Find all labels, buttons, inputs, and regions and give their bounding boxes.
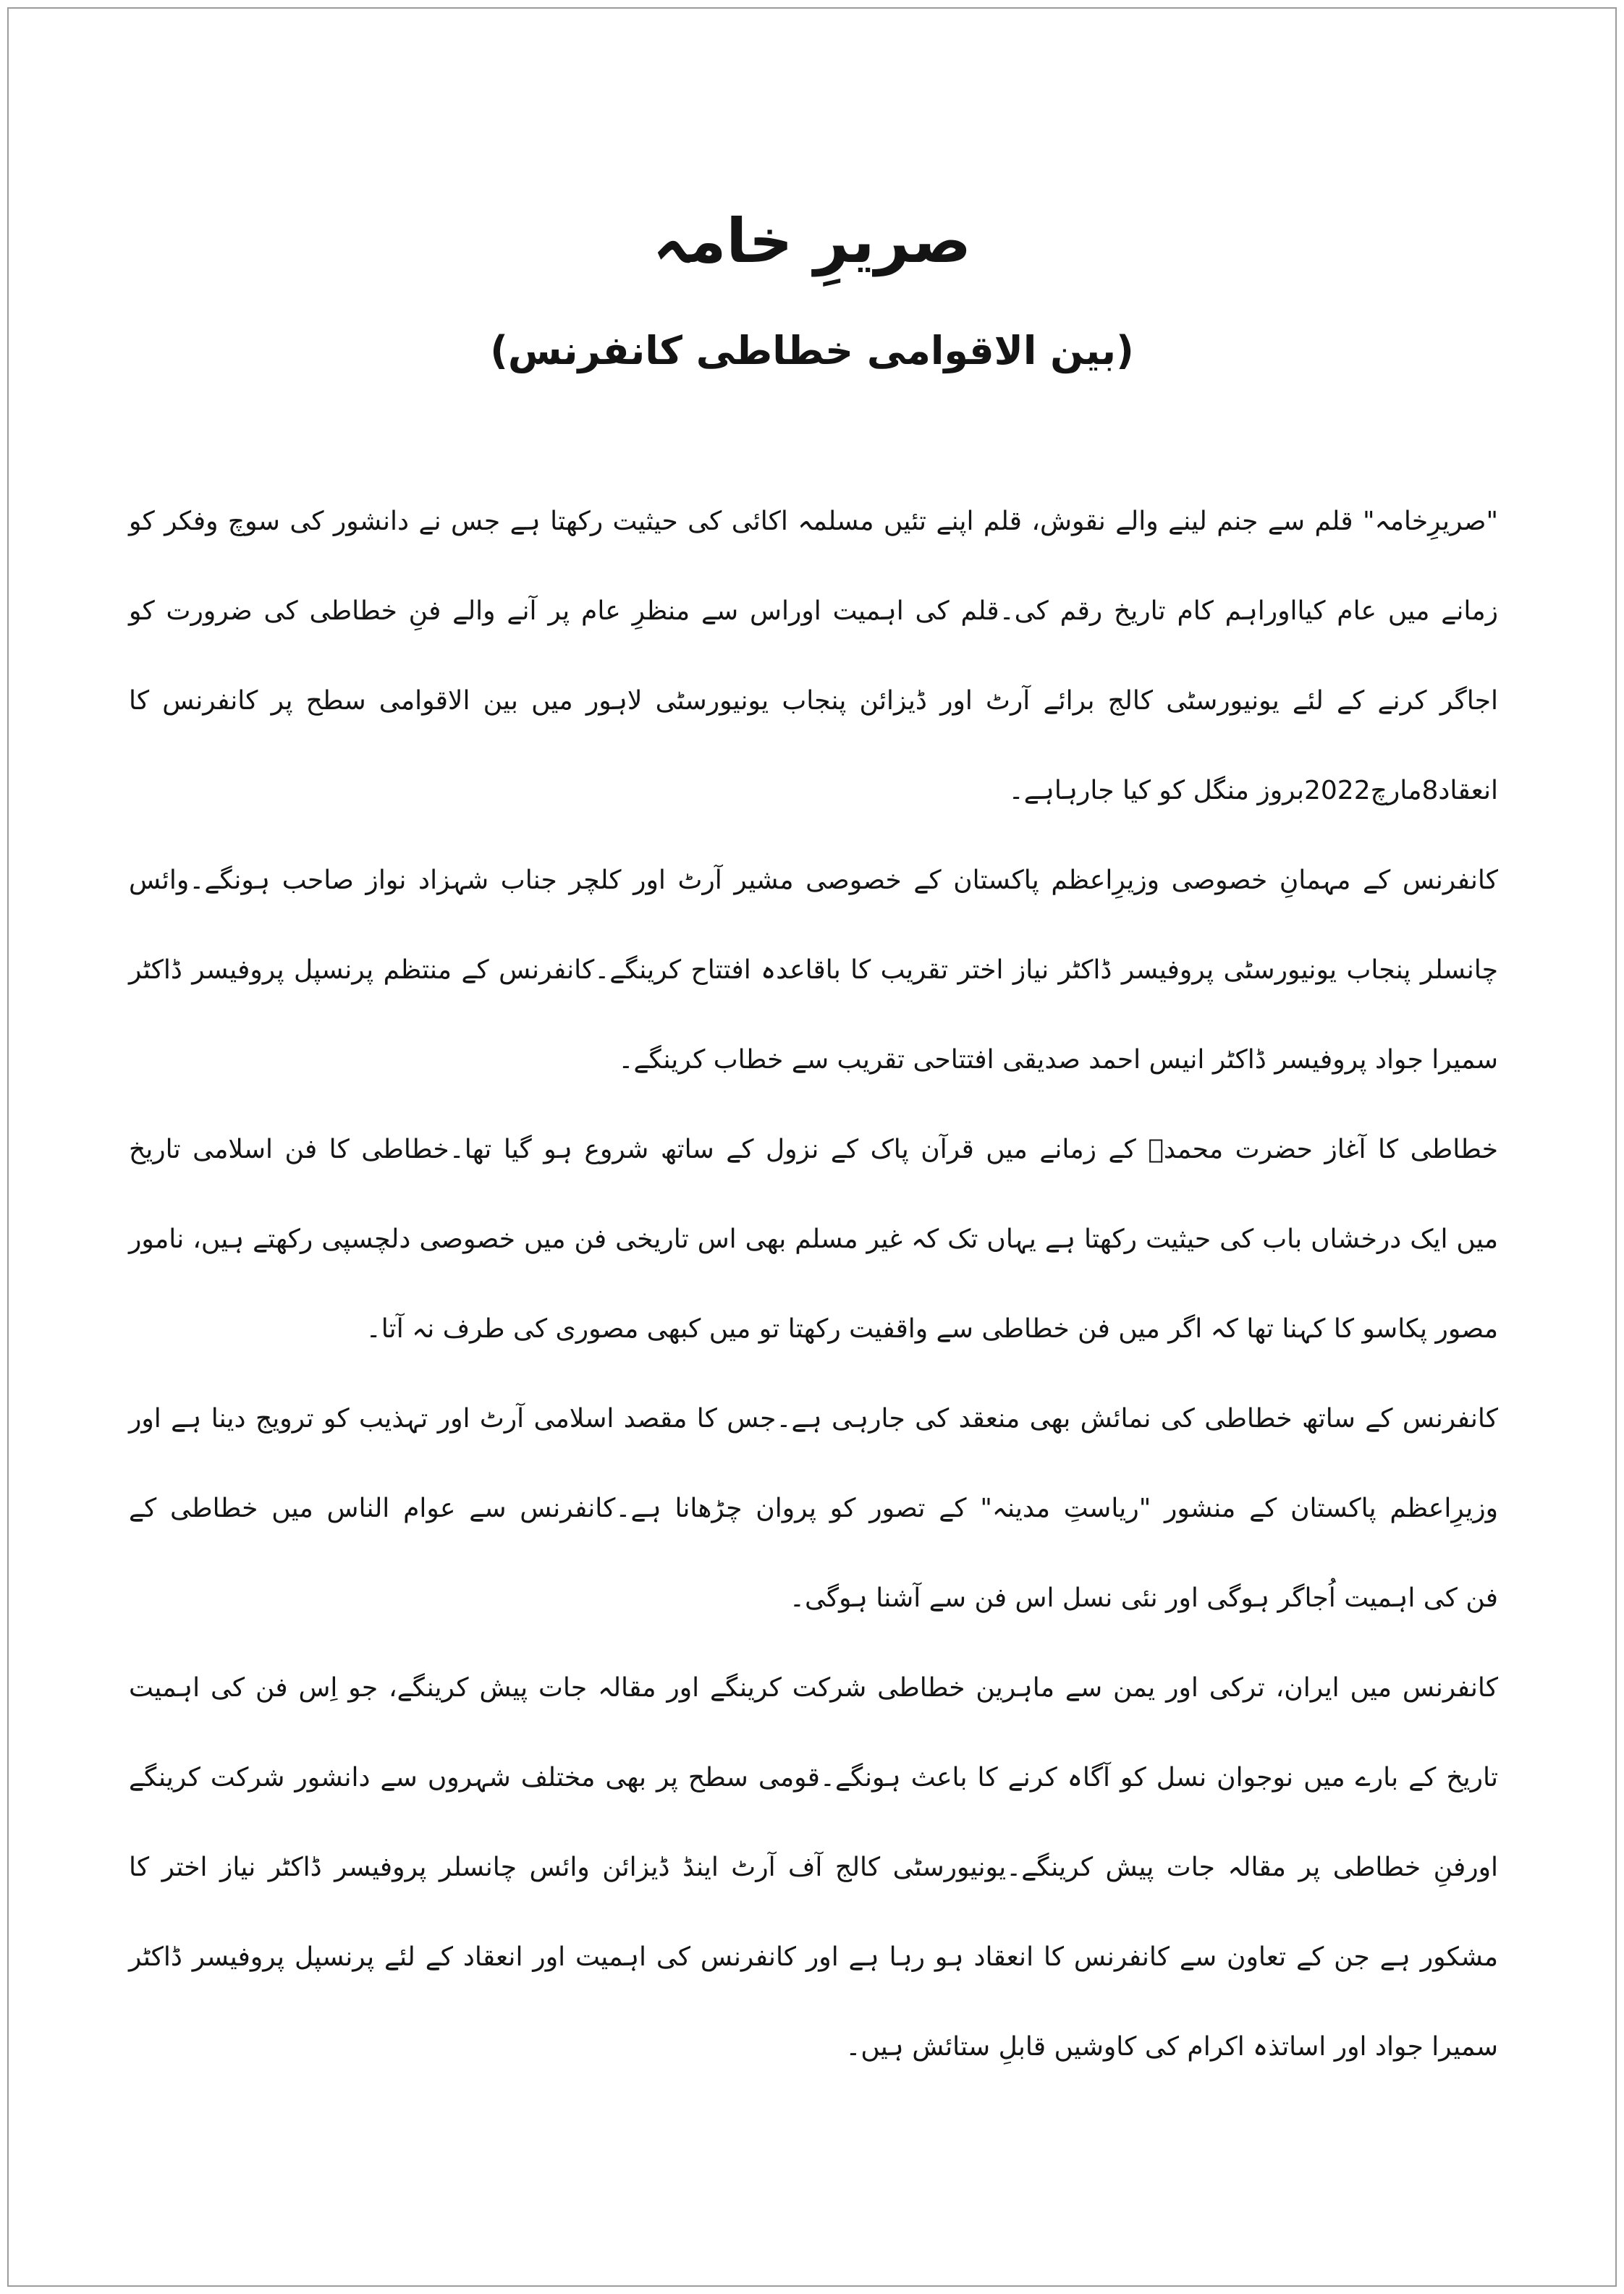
paragraph-line: وزیرِاعظم پاکستان کے منشور "ریاستِ مدینہ" کے تصور کو پروان چڑھانا ہے۔کانفرنس سے عوام الناس میں خطاطی کے (129, 1494, 1498, 1523)
paragraph-2 (129, 836, 1498, 1105)
document-body (129, 477, 1498, 2092)
paragraph-line: خطاطی کا آغاز حضرت محمدؐ کے زمانے میں قرآن پاک کے نزول کے ساتھ شروع ہو گیا تھا۔خطاطی کا فن اسلامی تاریخ (129, 1135, 1498, 1164)
paragraph-line: کانفرنس کے مہمانِ خصوصی وزیرِاعظم پاکستان کے خصوصی مشیر آرٹ اور کلچر جناب شہزاد نواز صاحب ہونگے۔وائس (129, 865, 1498, 895)
paragraph-line: سمیرا جواد اور اساتذہ اکرام کی کاوشیں قابلِ ستائش ہیں۔ (845, 2032, 1498, 2062)
paragraph-line: چانسلر پنجاب یونیورسٹی پروفیسر ڈاکٹر نیاز اختر تقریب کا باقاعدہ افتتاح کرینگے۔کانفرنس کے منتظم پرنسپل پروفیسر ڈاکٹر (129, 955, 1498, 985)
paragraph-5 (129, 1643, 1498, 2092)
paragraph-line: کانفرنس کے ساتھ خطاطی کی نمائش بھی منعقد کی جارہی ہے۔جس کا مقصد اسلامی آرٹ اور تہذیب کو ترویج دینا ہے اور (129, 1404, 1498, 1434)
document-title: صریرِ خامہ (653, 206, 971, 276)
paragraph-4 (129, 1374, 1498, 1643)
paragraph-line: انعقاد8مارچ2022بروز منگل کو کیا جارہاہے۔ (1008, 776, 1498, 805)
document-subtitle: (بین الاقوامی خطاطی کانفرنس) (490, 328, 1134, 373)
paragraph-line: تاریخ کے بارے میں نوجوان نسل کو آگاہ کرنے کا باعث ہونگے۔قومی سطح پر بھی مختلف شہروں سے دانشور شرکت کرینگے (129, 1763, 1499, 1793)
paragraph-line: اورفنِ خطاطی پر مقالہ جات پیش کرینگے۔یونیورسٹی کالج آف آرٹ اینڈ ڈیزائن وائس چانسلر پروفیسر ڈاکٹر نیاز اختر کا (129, 1853, 1498, 1882)
paragraph-line: زمانے میں عام کیااوراہم کام تاریخ رقم کی۔قلم کی اہمیت اوراس سے منظرِ عام پر آنے والے فنِ خطاطی کی ضرورت کو (129, 596, 1498, 626)
paragraph-line: مشکور ہے جن کے تعاون سے کانفرنس کا انعقاد ہو رہا ہے اور کانفرنس کی اہمیت اور انعقاد کے لئے پرنسپل پروفیسر ڈاکٹر (129, 1942, 1498, 1972)
paragraph-1 (129, 477, 1498, 836)
paragraph-line: "صریرِخامہ" قلم سے جنم لینے والے نقوش، قلم اپنے تئیں مسلمہ اکائی کی حیثیت رکھتا ہے جس نے دانشور کی سوچ وفکر کو (129, 507, 1498, 536)
paragraph-line: اجاگر کرنے کے لئے یونیورسٹی کالج برائے آرٹ اور ڈیزائن پنجاب یونیورسٹی لاہور میں بین الاقوامی سطح پر کانفرنس کا (129, 686, 1498, 716)
paragraph-line: مصور پکاسو کا کہنا تھا کہ اگر میں فن خطاطی سے واقفیت رکھتا تو میں کبھی مصوری کی طرف نہ آتا۔ (365, 1314, 1498, 1344)
paragraph-line: فن کی اہمیت اُجاگر ہوگی اور نئی نسل اس فن سے آشنا ہوگی۔ (789, 1583, 1498, 1613)
paragraph-line: کانفرنس میں ایران، ترکی اور یمن سے ماہرین خطاطی شرکت کرینگے اور مقالہ جات پیش کرینگے، جو اِس فن کی اہمیت (129, 1673, 1498, 1703)
paragraph-line: میں ایک درخشاں باب کی حیثیت رکھتا ہے یہاں تک کہ غیر مسلم بھی اس تاریخی فن میں خصوصی دلچسپی رکھتے ہیں، نامور (129, 1224, 1498, 1254)
paragraph-3 (129, 1105, 1498, 1374)
paragraph-line: سمیرا جواد پروفیسر ڈاکٹر انیس احمد صدیقی افتتاحی تقریب سے خطاب کرینگے۔ (618, 1045, 1498, 1075)
